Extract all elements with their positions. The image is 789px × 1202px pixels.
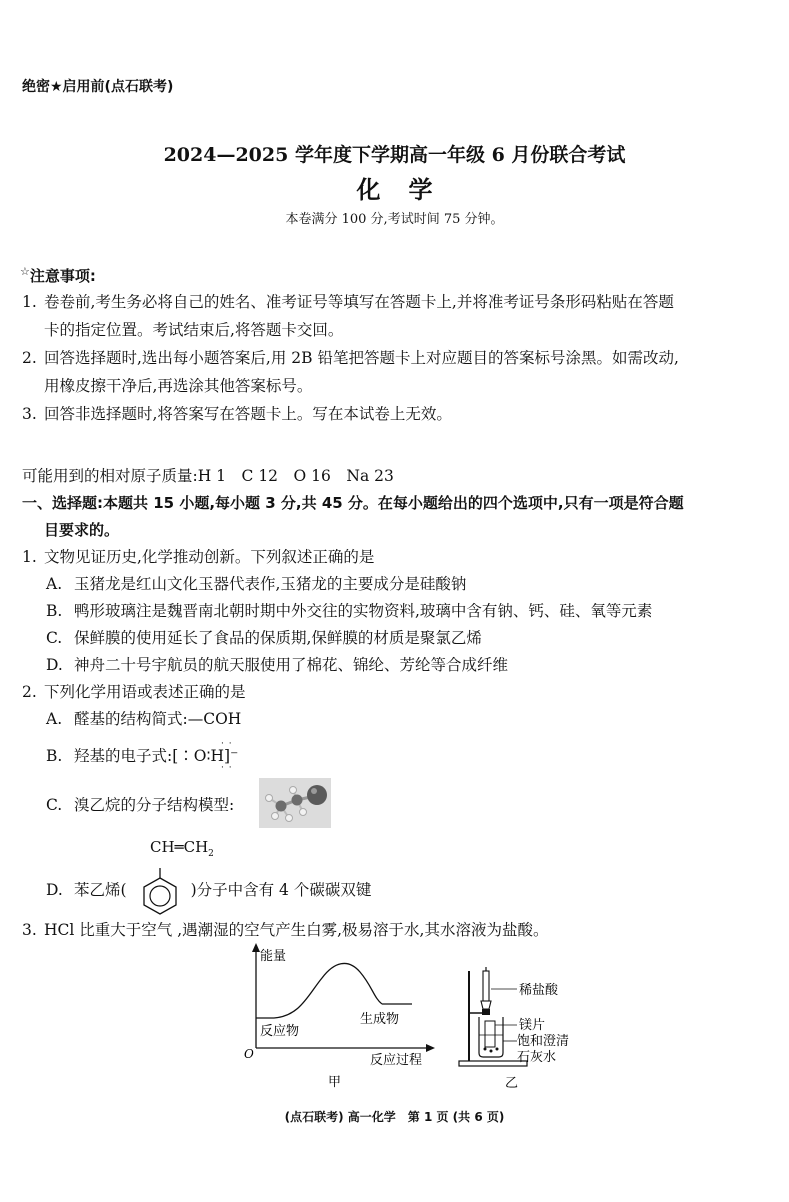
q2-option-c: C. 溴乙烷的分子结构模型: [46, 796, 235, 814]
exam-info: 本卷满分 100 分,考试时间 75 分钟。 [285, 212, 504, 227]
figure-yi-caption: 乙 [505, 1076, 519, 1091]
section-1-heading-cont: 目要求的。 [44, 521, 120, 539]
note-3: 3. 回答非选择题时,将答案写在答题卡上。写在本试卷上无效。 [22, 405, 452, 423]
q2-option-d: D. 苯乙烯( )分子中含有 4 个碳碳双键 [46, 881, 372, 899]
origin-label: O [244, 1047, 254, 1061]
q2-option-b: B. 羟基的电子式:[∶O∶H]⁻ [46, 747, 239, 765]
page-footer: (点石联考) 高一化学 第 1 页 (共 6 页) [284, 1110, 505, 1124]
apparatus-diagram-yi [455, 965, 595, 1095]
product-label: 生成物 [360, 1012, 400, 1027]
energy-axis-label: 能量 [260, 949, 287, 964]
q2-option-a: A. 醛基的结构简式:—COH [46, 710, 242, 728]
energy-diagram-jia [230, 940, 440, 1090]
q1-option-c: C. 保鲜膜的使用延长了食品的保质期,保鲜膜的材质是聚氯乙烯 [46, 629, 482, 647]
confidential-label: 绝密★启用前(点石联考) [22, 79, 174, 95]
limewater-label-1: 饱和澄清 [517, 1034, 570, 1049]
limewater-label-2: 石灰水 [517, 1050, 557, 1065]
hydroxyl-electron-formula: [∶O∶H]⁻ [172, 747, 239, 765]
note-2-cont: 用橡皮擦干净后,再选涂其他答案标号。 [44, 377, 313, 395]
styrene-substituent: $CH═CH_2$ [150, 838, 214, 859]
q1-option-a: A. 玉猪龙是红山文化玉器代表作,玉猪龙的主要成分是硅酸钠 [46, 575, 467, 593]
notes-heading: ☆注意事项: [20, 265, 96, 285]
electron-dots-bottom: · · [221, 763, 233, 773]
note-1-cont: 卡的指定位置。考试结束后,将答题卡交回。 [44, 321, 344, 339]
q1-option-b: B. 鸭形玻璃注是魏晋南北朝时期中外交往的实物资料,玻璃中含有钠、钙、硅、氧等元素 [46, 602, 653, 620]
question-1: 1. 文物见证历史,化学推动创新。下列叙述正确的是 [22, 548, 375, 566]
magnesium-label: 镁片 [519, 1018, 546, 1033]
section-1-heading: 一、选择题:本题共 15 小题,每小题 3 分,共 45 分。在每小题给出的四个选项中,只有一项是符合题 [22, 494, 684, 512]
exam-title: 2024—2025 学年度下学期高一年级 6 月份联合考试 [163, 144, 626, 166]
question-2: 2. 下列化学用语或表述正确的是 [22, 683, 246, 701]
subject-title: 化学 [356, 175, 461, 204]
note-2: 2. 回答选择题时,选出每小题答案后,用 2B 铅笔把答题卡上对应题目的答案标号涂黑。如需改动, [22, 349, 679, 367]
dilute-hcl-label: 稀盐酸 [519, 983, 559, 998]
benzene-ring-structure [140, 868, 190, 918]
note-1: 1. 卷卷前,考生务必将自己的姓名、准考证号等填写在答题卡上,并将准考证号条形码粘贴在答题 [22, 293, 674, 311]
figure-jia-caption: 甲 [328, 1075, 342, 1090]
q1-option-d: D. 神舟二十号宇航员的航天服使用了棉花、锦纶、芳纶等合成纤维 [46, 656, 509, 674]
electron-dots-top: · · [221, 739, 233, 749]
reactant-label: 反应物 [260, 1024, 300, 1039]
atomic-masses: 可能用到的相对原子质量:H 1 C 12 O 16 Na 23 [22, 467, 394, 485]
reaction-process-label: 反应过程 [370, 1053, 423, 1068]
question-3: 3. HCl 比重大于空气 ,遇潮湿的空气产生白雾,极易溶于水,其水溶液为盐酸。 [22, 921, 549, 939]
bromoethane-ball-stick-model [259, 778, 331, 828]
